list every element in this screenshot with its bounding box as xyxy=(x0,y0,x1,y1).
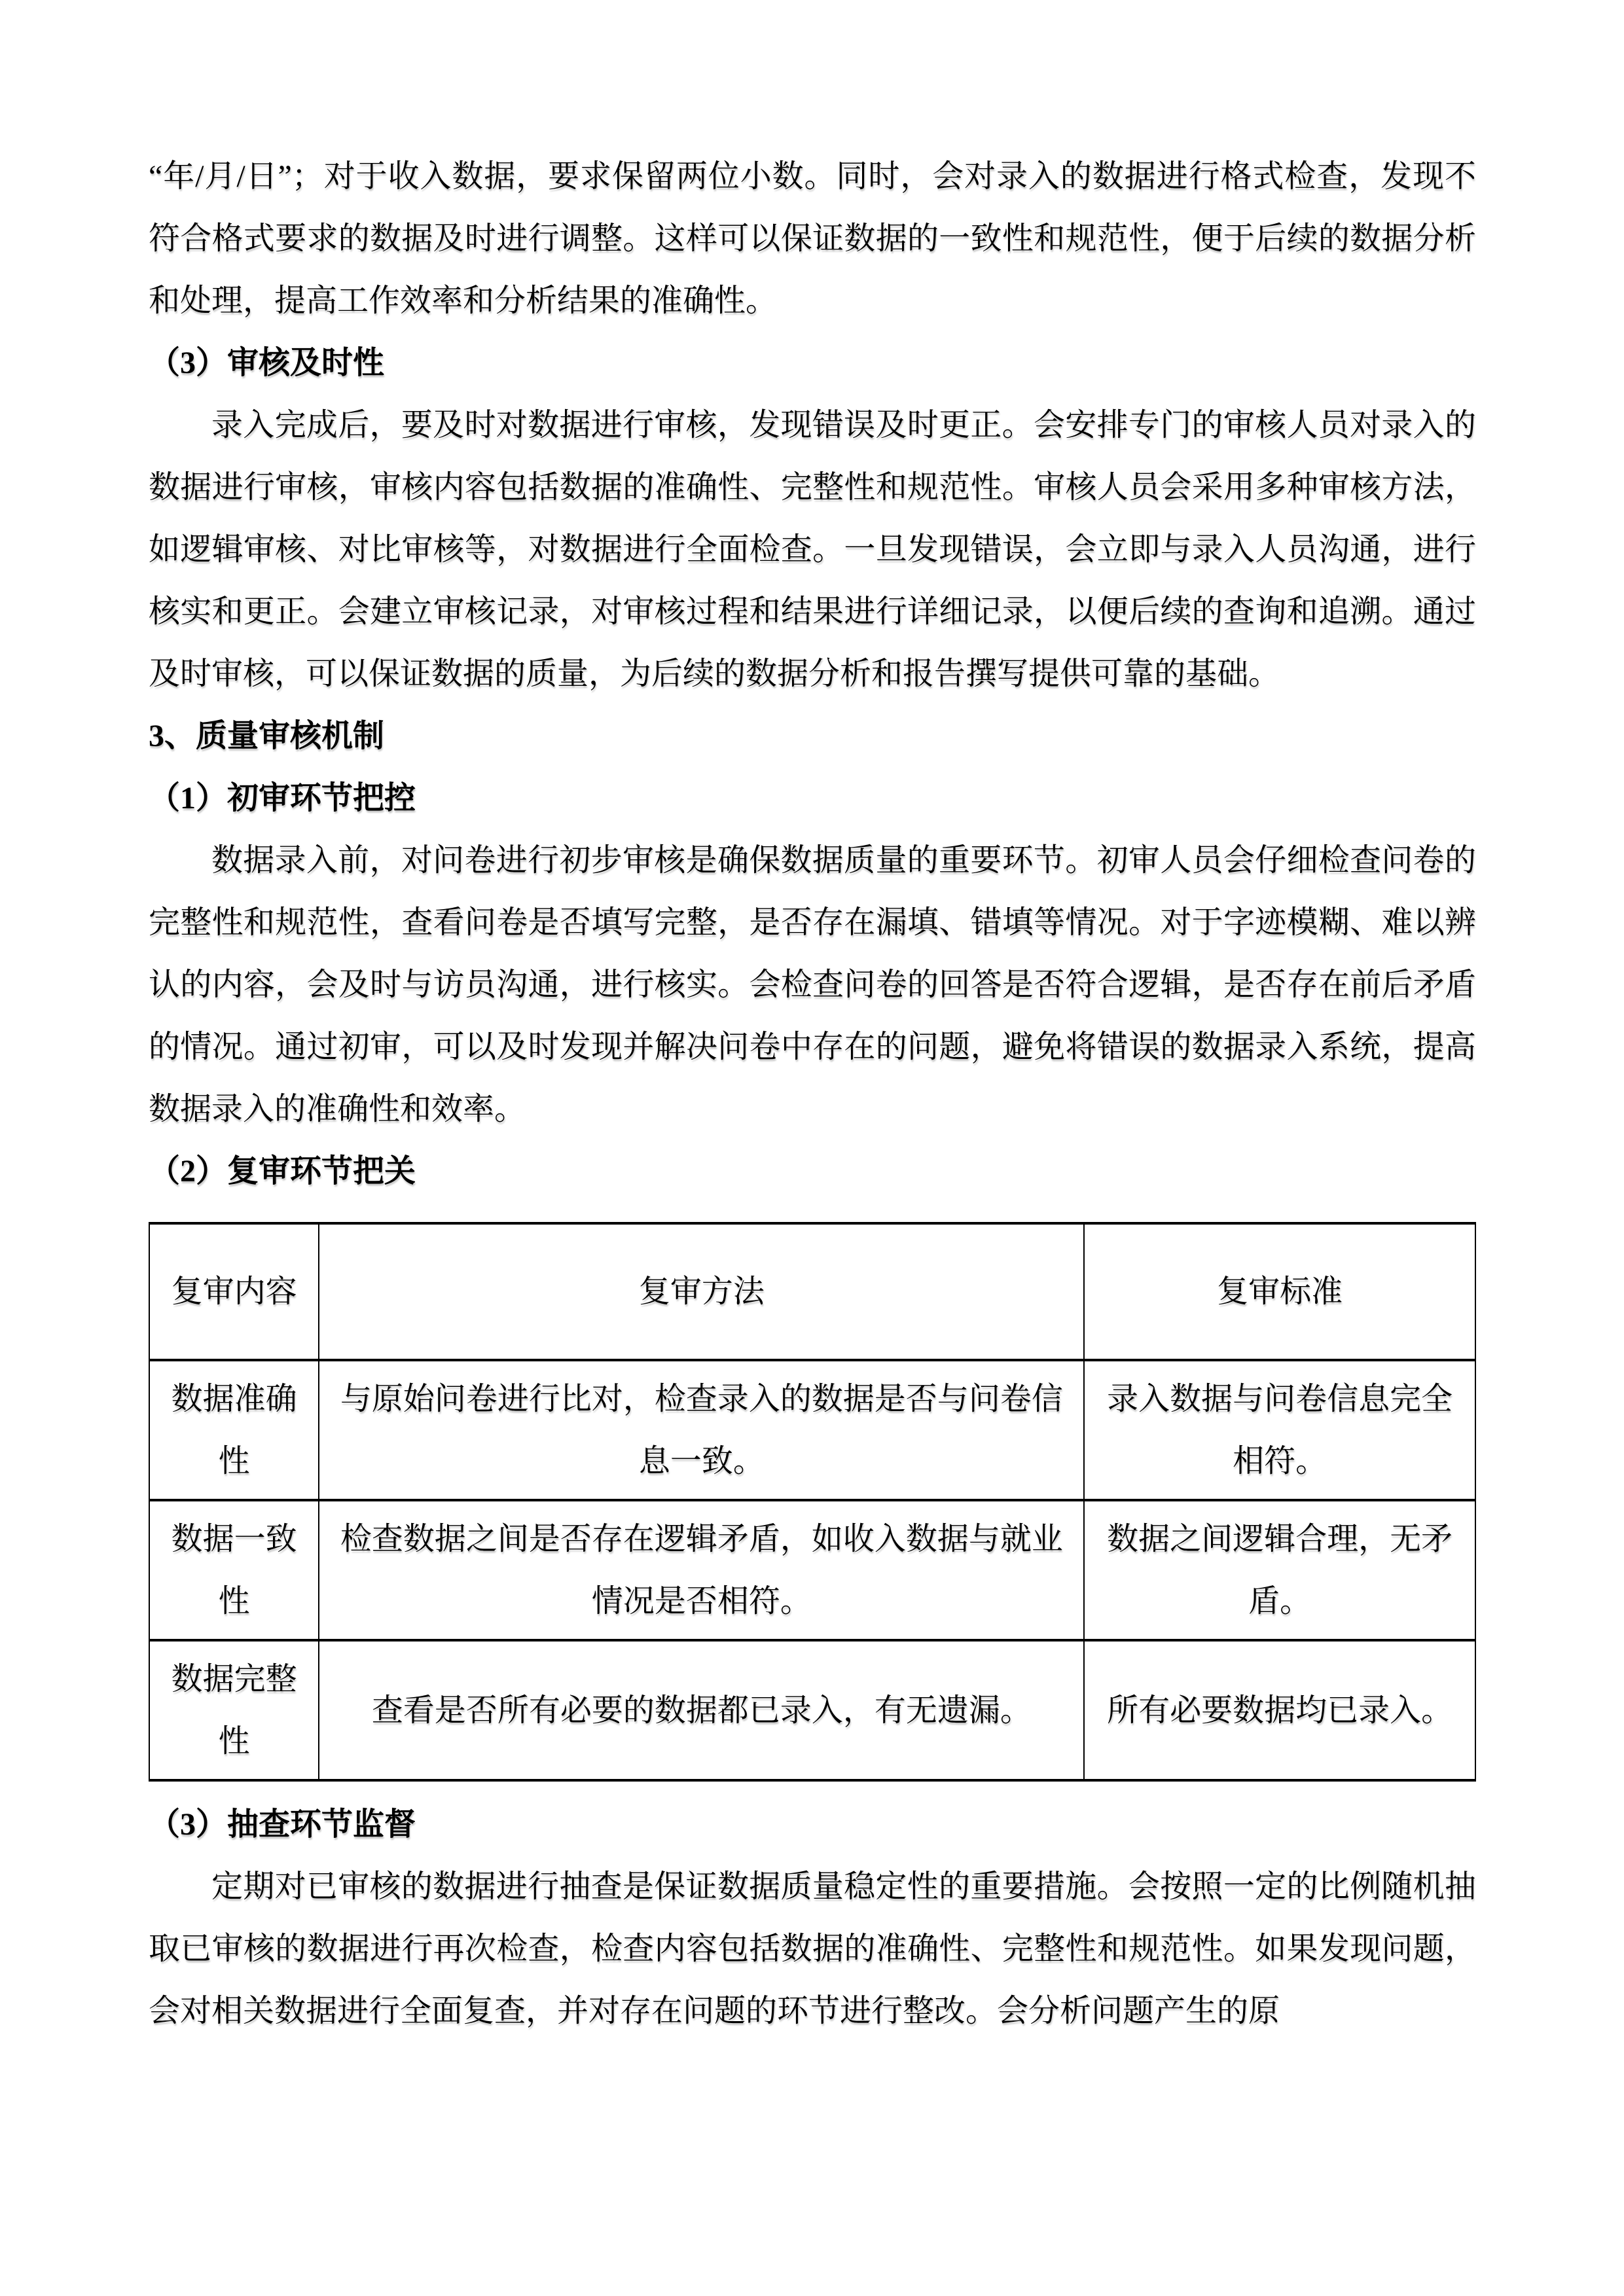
table-row xyxy=(149,1640,1475,1780)
paragraph-spot-check: 定期对已审核的数据进行抽查是保证数据质量稳定性的重要措施。会按照一定的比例随机抽取已审核的数据进行再次检查，检查内容包括数据的准确性、完整性和规范性。如果发现问题，会对相关数据进行全面复查，并对存在问题的环节进行整改。会分析问题产生的原 xyxy=(149,1869,1476,2028)
table-cell: 与原始问卷进行比对，检查录入的数据是否与问卷信息一致。 xyxy=(319,1360,1084,1500)
table-cell: 查看是否所有必要的数据都已录入，有无遗漏。 xyxy=(319,1640,1084,1780)
table-cell: 数据完整性 xyxy=(149,1640,319,1780)
paragraph-review-timeliness: 录入完成后，要及时对数据进行审核，发现错误及时更正。会安排专门的审核人员对录入的数据进行审核，审核内容包括数据的准确性、完整性和规范性。审核人员会采用多种审核方法，如逻辑审核、对比审核等，对数据进行全面检查。一旦发现错误，会立即与录入人员沟通，进行核实和更正。会建立审核记录，对审核过程和结果进行详细记录，以便后续的查询和追溯。通过及时审核，可以保证数据的质量，为后续的数据分析和报告撰写提供可靠的基础。 xyxy=(149,408,1476,691)
review-table xyxy=(149,1222,1476,1782)
table-cell: 所有必要数据均已录入。 xyxy=(1084,1640,1475,1780)
table-cell: 数据准确性 xyxy=(149,1360,319,1500)
header-cell-review-content: 复审内容 xyxy=(149,1223,319,1360)
table-cell: 录入数据与问卷信息完全相符。 xyxy=(1084,1360,1475,1500)
table-header-row xyxy=(149,1223,1475,1360)
heading-second-review-gate: （2）复审环节把关 xyxy=(149,1154,416,1189)
paragraph-initial-review: 数据录入前，对问卷进行初步审核是确保数据质量的重要环节。初审人员会仔细检查问卷的完整性和规范性，查看问卷是否填写完整，是否存在漏填、错填等情况。对于字迹模糊、难以辨认的内容，会及时与访员沟通，进行核实。会检查问卷的回答是否符合逻辑，是否存在前后矛盾的情况。通过初审，可以及时发现并解决问卷中存在的问题，避免将错误的数据录入系统，提高数据录入的准确性和效率。 xyxy=(149,843,1476,1126)
heading-spot-check-supervision: （3）抽查环节监督 xyxy=(149,1807,416,1842)
heading-quality-audit-mechanism: 3、质量审核机制 xyxy=(149,719,385,753)
table-cell: 检查数据之间是否存在逻辑矛盾，如收入数据与就业情况是否相符。 xyxy=(319,1500,1084,1640)
table-cell: 数据一致性 xyxy=(149,1500,319,1640)
header-cell-review-method: 复审方法 xyxy=(319,1223,1084,1360)
header-cell-review-standard: 复审标准 xyxy=(1084,1223,1475,1360)
paragraph-format-check: “年/月/日”；对于收入数据，要求保留两位小数。同时，会对录入的数据进行格式检查，发现不符合格式要求的数据及时进行调整。这样可以保证数据的一致性和规范性，便于后续的数据分析和处理，提高工作效率和分析结果的准确性。 xyxy=(149,159,1476,318)
heading-review-timeliness: （3）审核及时性 xyxy=(149,346,385,380)
heading-initial-review-control: （1）初审环节把控 xyxy=(149,781,416,816)
table-row xyxy=(149,1500,1475,1640)
table-cell: 数据之间逻辑合理，无矛盾。 xyxy=(1084,1500,1475,1640)
table-row xyxy=(149,1360,1475,1500)
